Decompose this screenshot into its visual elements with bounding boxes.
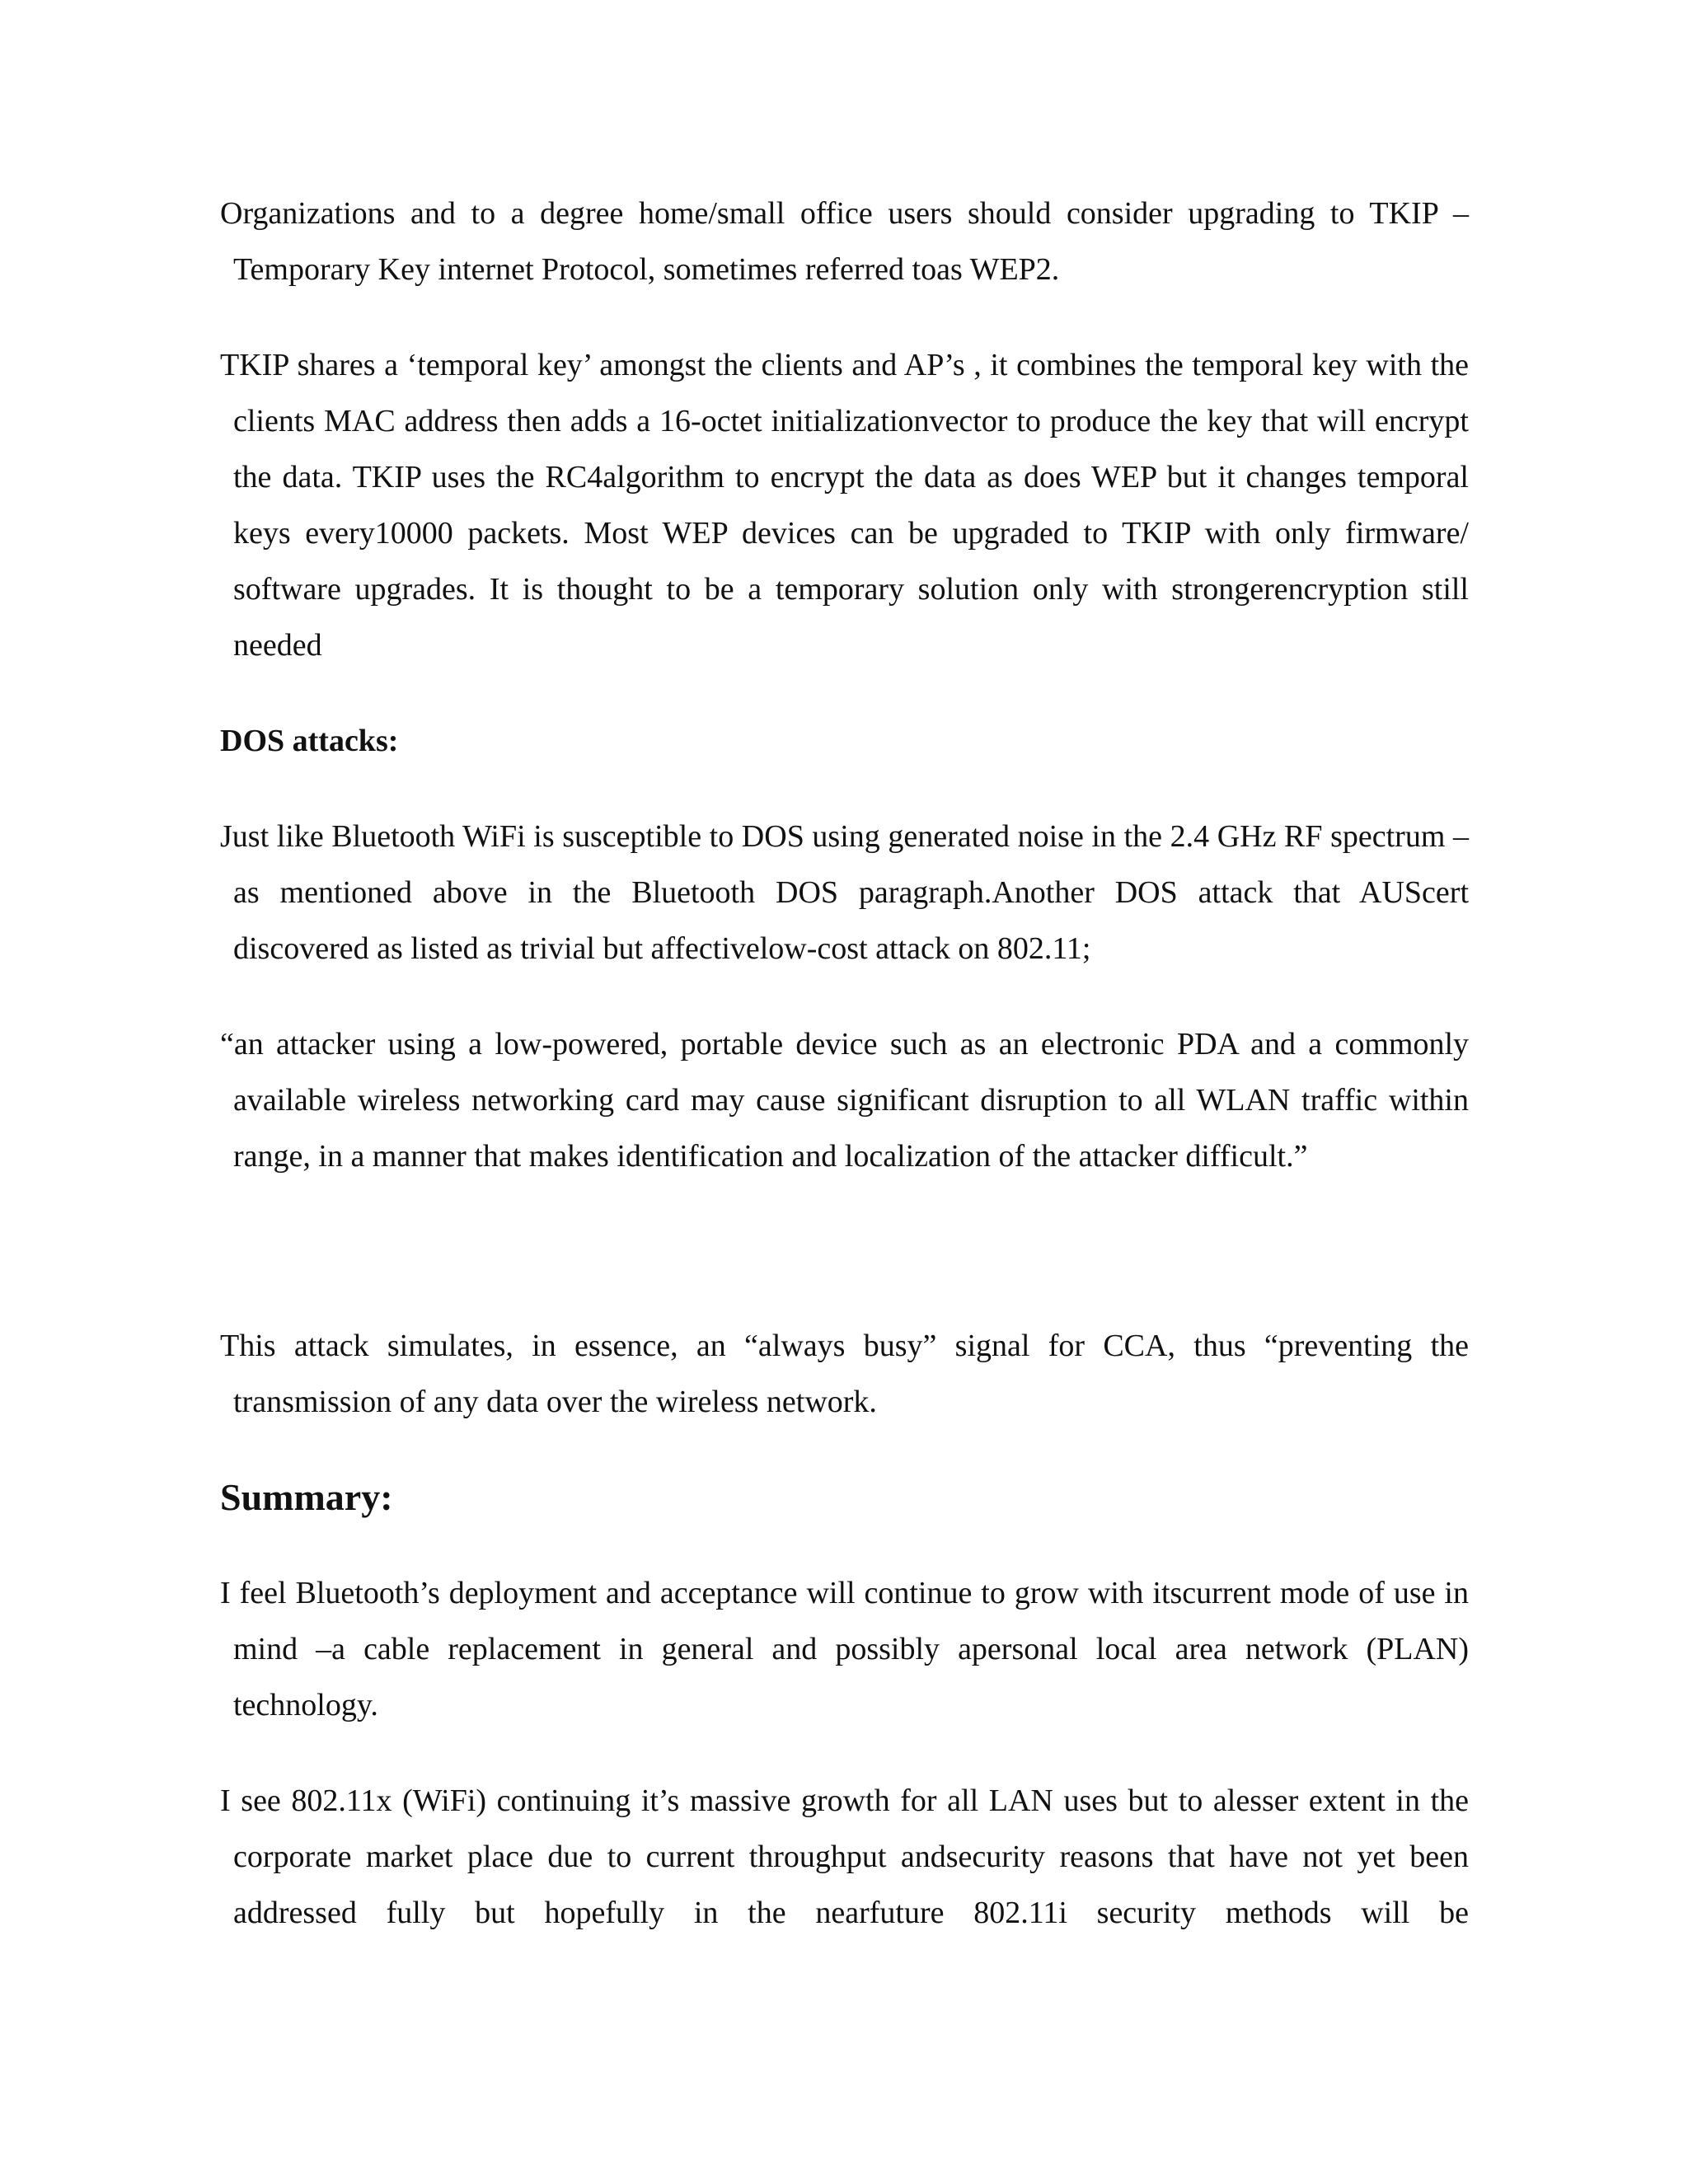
paragraph-summary-bluetooth: I feel Bluetooth’s deployment and acceptance will continue to grow with itscurrent mode of use in mind –a cable replacement in general and possibly apersonal local area network (PLAN) technology. (220, 1576, 1469, 1722)
paragraph-dos-cca: This attack simulates, in essence, an “always busy” signal for CCA, thus “preventing the transmission of any data over the wireless network. (220, 1329, 1469, 1419)
dos-attacks-heading: DOS attacks: (220, 724, 399, 758)
paragraph-summary-wifi: I see 802.11x (WiFi) continuing it’s massive growth for all LAN uses but to alesser extent in the corporate market place due to current throughput andsecurity reasons that have not yet been addressed fully but hopefully in the nearfuture 802.11i security methods will be (220, 1783, 1469, 1930)
paragraph-dos-bluetooth: Just like Bluetooth WiFi is susceptible to DOS using generated noise in the 2.4 GHz RF spectrum –as mentioned above in the Bluetooth DOS paragraph.Another DOS attack that AUScert discovered as listed as trivial but affectivelow-cost attack on 802.11; (220, 819, 1469, 966)
document-page (220, 185, 1469, 1980)
summary-heading: Summary: (220, 1476, 393, 1518)
paragraph-tkip-description: TKIP shares a ‘temporal key’ amongst the clients and AP’s , it combines the temporal key with the clients MAC address then adds a 16-octet initializationvector to produce the key that will encrypt the data. TKIP uses the RC4algorithm to encrypt the data as does WEP but it changes temporal keys every10000 packets. Most WEP devices can be upgraded to TKIP with only firmware/ software upgrades. It is thought to be a temporary solution only with strongerencryption still needed (220, 348, 1469, 663)
paragraph-dos-quote: “an attacker using a low-powered, portable device such as an electronic PDA and a commonly available wireless networking card may cause significant disruption to all WLAN traffic within range, in a manner that makes identification and localization of the attacker difficult.” (220, 1027, 1469, 1174)
blank-gap (220, 1224, 1469, 1318)
paragraph-tkip-upgrade: Organizations and to a degree home/small office users should consider upgrading to TKIP – Temporary Key internet Protocol, sometimes referred toas WEP2. (220, 196, 1469, 287)
